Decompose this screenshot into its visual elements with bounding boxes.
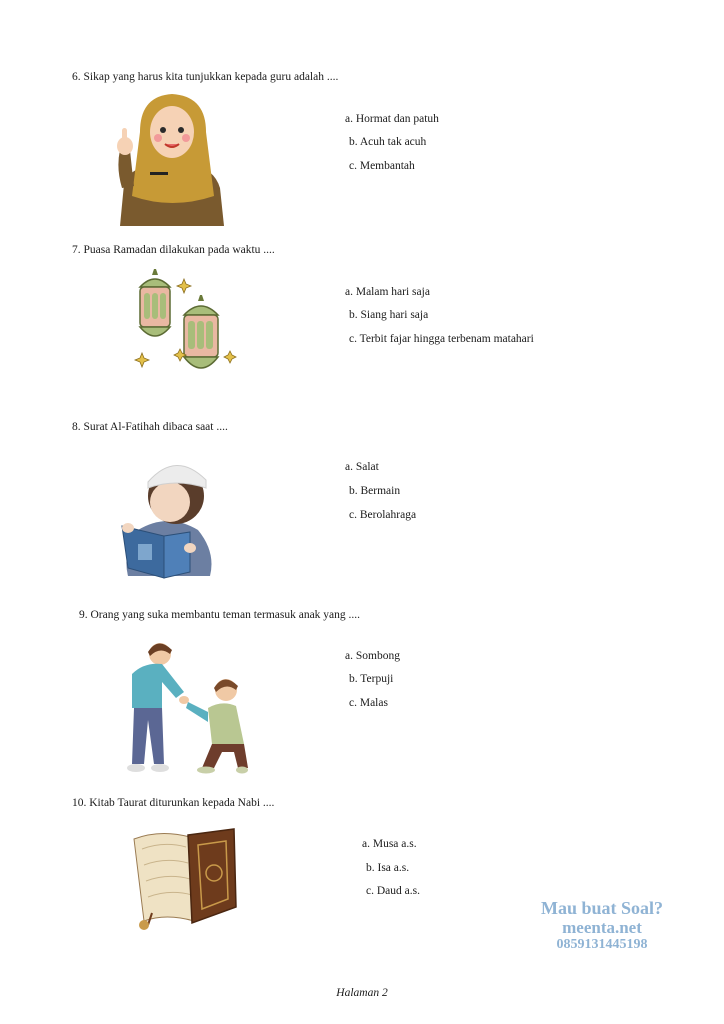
question-7-text: 7. Puasa Ramadan dilakukan pada waktu .... <box>72 244 275 256</box>
question-10-option-a: a. Musa a.s. <box>362 838 417 850</box>
question-7-option-b: b. Siang hari saja <box>349 309 429 321</box>
old-book-illustration <box>130 825 240 931</box>
question-9-option-b: b. Terpuji <box>349 673 394 685</box>
watermark-line-1: Mau buat Soal? <box>540 898 664 918</box>
helping-friend-illustration <box>118 640 254 774</box>
question-8-option-c: c. Berolahraga <box>349 509 417 521</box>
question-8-option-b: b. Bermain <box>349 485 401 497</box>
question-8-text: 8. Surat Al-Fatihah dibaca saat .... <box>72 421 228 433</box>
teacher-hijab-illustration <box>110 92 230 226</box>
question-7-option-a: a. Malam hari saja <box>345 286 430 298</box>
question-9-text: 9. Orang yang suka membantu teman termasuk anak yang .... <box>79 609 361 621</box>
boy-reading-quran-illustration <box>118 452 218 582</box>
question-6-option-a: a. Hormat dan patuh <box>345 113 439 125</box>
question-6-text: 6. Sikap yang harus kita tunjukkan kepada guru adalah .... <box>72 71 339 83</box>
ramadan-lanterns-illustration <box>130 265 242 385</box>
watermark-line-2: meenta.net <box>562 918 642 937</box>
question-9-option-c: c. Malas <box>349 697 388 709</box>
question-8-option-a: a. Salat <box>345 461 379 473</box>
watermark-line-3: 0859131445198 <box>556 937 648 952</box>
question-6-option-b: b. Acuh tak acuh <box>349 136 427 148</box>
page-number-footer: Halaman 2 <box>336 987 388 999</box>
question-10-option-c: c. Daud a.s. <box>366 885 420 897</box>
question-10-text: 10. Kitab Taurat diturunkan kepada Nabi .... <box>72 797 275 809</box>
question-9-option-a: a. Sombong <box>345 650 400 662</box>
question-6-option-c: c. Membantah <box>349 160 415 172</box>
question-10-option-b: b. Isa a.s. <box>366 862 410 874</box>
question-7-option-c: c. Terbit fajar hingga terbenam matahari <box>349 333 534 345</box>
